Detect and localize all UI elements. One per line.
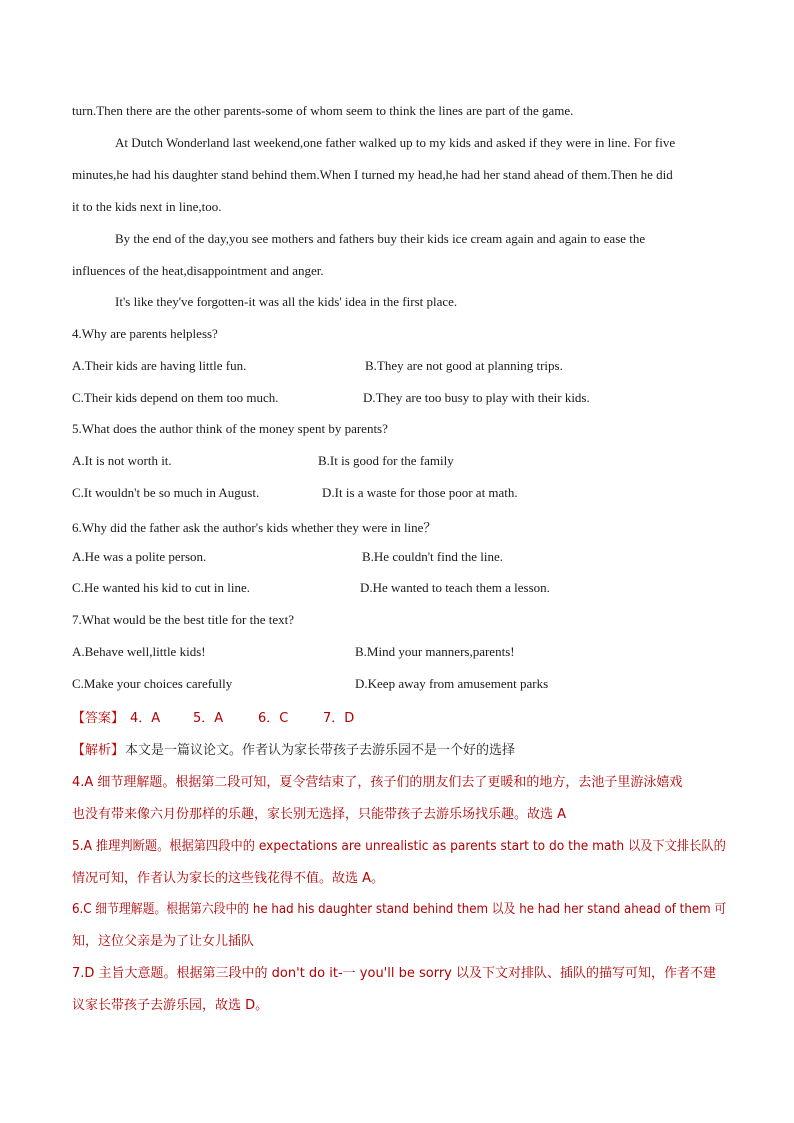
answer-item: 6．C (258, 711, 289, 726)
option-d: D.It is a waste for those poor at math. (322, 485, 518, 500)
analysis-line: 4.A 细节理解题。根据第二段可知，夏令营结束了，孩子们的朋友们去了更暖和的地方，去池子里游泳嬉戏 (72, 775, 683, 790)
analysis-line: 知，这位父亲是为了让女儿插队 (72, 934, 255, 949)
option-b: B.He couldn't find the line. (362, 549, 503, 564)
answer-label: 【答案】 (72, 711, 125, 726)
passage-line: influences of the heat,disappointment and anger. (72, 263, 324, 278)
option-a: A.He was a polite person. (72, 549, 207, 564)
answer-item: 4．A (130, 711, 161, 726)
analysis-line: 情况可知，作者认为家长的这些钱花得不值。故选 A。 (72, 871, 385, 886)
question-stem: 6.Why did the father ask the author's kids whether they were in line？ (72, 520, 437, 535)
passage-line: It's like they've forgotten-it was all the kids' idea in the first place. (115, 294, 458, 309)
passage-line: it to the kids next in line,too. (72, 199, 222, 214)
analysis-line: 6.C 细节理解题。根据第六段中的 he had his daughter stand behind them 以及 he had her stand ahead of them 可 (72, 902, 727, 917)
option-b: B.They are not good at planning trips. (365, 358, 563, 373)
option-c: C.He wanted his kid to cut in line. (72, 580, 251, 595)
analysis-label: 【解析】 (72, 743, 125, 758)
option-c: C.Make your choices carefully (72, 676, 233, 691)
question-stem: 7.What would be the best title for the text? (72, 612, 295, 627)
option-a: A.It is not worth it. (72, 453, 172, 468)
analysis-line: 也没有带来像六月份那样的乐趣，家长别无选择，只能带孩子去游乐场找乐趣。故选 A (72, 807, 567, 822)
analysis-intro: 本文是一篇议论文。作者认为家长带孩子去游乐园不是一个好的选择 (125, 743, 516, 758)
option-b: B.Mind your manners,parents! (355, 644, 515, 659)
option-d: D.He wanted to teach them a lesson. (360, 580, 550, 595)
passage-line: minutes,he had his daughter stand behind them.When I turned my head,he had her stand ahead of them.Then he did (72, 167, 673, 182)
question-stem: 5.What does the author think of the money spent by parents? (72, 421, 388, 436)
answer-item: 5．A (193, 711, 224, 726)
analysis-line: 5.A 推理判断题。根据第四段中的 expectations are unrealistic as parents start to do the math 以及下文排长队的 (72, 839, 726, 854)
option-c: C.It wouldn't be so much in August. (72, 485, 260, 500)
analysis-line: 议家长带孩子去游乐园，故选 D。 (72, 998, 269, 1013)
answer-item: 7．D (323, 711, 355, 726)
passage-line: At Dutch Wonderland last weekend,one father walked up to my kids and asked if they were in line. For five (115, 135, 676, 150)
question-stem: 4.Why are parents helpless? (72, 326, 218, 341)
option-c: C.Their kids depend on them too much. (72, 390, 279, 405)
option-b: B.It is good for the family (318, 453, 454, 468)
passage-line: turn.Then there are the other parents-some of whom seem to think the lines are part of the game. (72, 103, 574, 118)
analysis-line: 7.D 主旨大意题。根据第三段中的 don't do it-一 you'll be sorry 以及下文对排队、插队的描写可知，作者不建 (72, 966, 717, 981)
passage-line: By the end of the day,you see mothers and fathers buy their kids ice cream again and again to ease the (115, 231, 646, 246)
option-d: D.They are too busy to play with their kids. (363, 390, 590, 405)
option-d: D.Keep away from amusement parks (355, 676, 549, 691)
option-a: A.Behave well,little kids! (72, 644, 206, 659)
option-a: A.Their kids are having little fun. (72, 358, 247, 373)
